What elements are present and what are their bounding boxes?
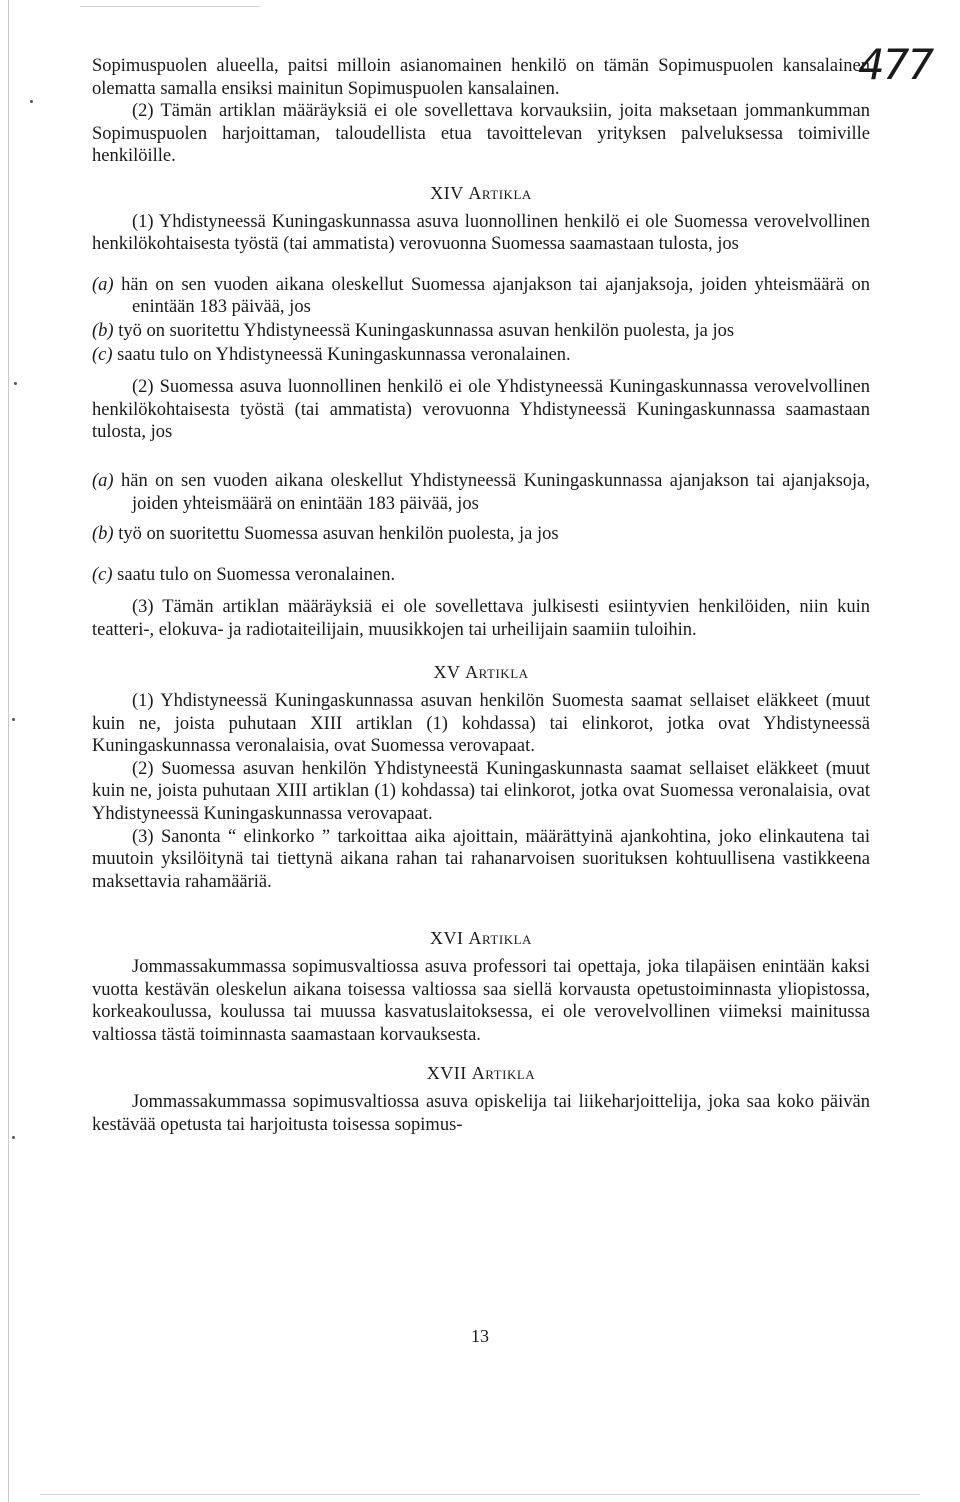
page-number: 13 — [471, 1326, 489, 1346]
handwritten-page-number: 477 — [858, 40, 933, 89]
list-item — [92, 274, 870, 319]
item-text: saatu tulo on Suomessa veronalainen. — [117, 564, 396, 585]
article-word: Artikla — [468, 928, 532, 949]
article-word: Artikla — [471, 1063, 536, 1084]
item-text: työ on suoritettu Suomessa asuvan henkilön puolesta, ja jos — [118, 524, 559, 545]
article-number: XIV — [430, 182, 464, 203]
item-label: (c) — [92, 344, 113, 365]
article-number: XVII — [426, 1063, 467, 1084]
list-item — [92, 564, 870, 587]
document-body — [92, 55, 870, 1136]
item-label: (a) — [92, 470, 114, 491]
list-item — [92, 320, 870, 343]
article-heading — [92, 182, 870, 205]
paragraph: (3) Tämän artiklan määräyksiä ei ole sovellettava julkisesti esiintyvien henkilöiden, niin kuin teatteri-, elokuva- ja radiotaiteilijain, muusikkojen tai urheilijain saamiin tuloihin. — [92, 597, 870, 640]
paragraph: Sopimuspuolen alueella, paitsi milloin asianomainen henkilö on tämän Sopimuspuolen kansalainen olematta samalla ensiksi mainitun Sopimuspuolen kansalainen. — [92, 56, 870, 99]
paragraph: (2) Suomessa asuvan henkilön Yhdistyneestä Kuningaskunnasta saamat sellaiset eläkkeet (muut kuin ne, joista puhutaan XIII artiklan (1) kohdassa) tai elinkorot, jotka ovat Suomessa veronalaisia, ovat Yhdistyneessä Kuningaskunnassa verovapaat. — [92, 758, 870, 825]
item-label: (a) — [92, 274, 114, 295]
scan-speck — [14, 382, 17, 385]
item-text: työ on suoritettu Yhdistyneessä Kuningaskunnassa asuvan henkilön puolesta, ja jos — [118, 320, 735, 341]
paragraph: (2) Suomessa asuva luonnollinen henkilö ei ole Yhdistyneessä Kuningaskunnassa verovelvollinen henkilökohtaisesta työstä (tai ammatista) verovuonna Yhdistyneessä Kuningaskunnassa saamastaan tulosta, jos — [92, 377, 870, 443]
article-number: XV — [433, 662, 461, 683]
condition-list — [92, 274, 870, 366]
item-text: hän on sen vuoden aikana oleskellut Suomessa ajanjakson tai ajanjaksoja, joiden yhteismäärä on enintään 183 päivää, jos — [121, 274, 870, 318]
scan-speck — [12, 1136, 15, 1139]
scan-edge-top — [80, 6, 260, 7]
article-heading — [92, 1062, 870, 1085]
paragraph: (1) Yhdistyneessä Kuningaskunnassa asuvan henkilön Suomesta saamat sellaiset eläkkeet (muut kuin ne, joista puhutaan XIII artiklan (1) kohdassa) tai elinkorot, jotka ovat Yhdistyneessä Kuningaskunnassa veronalaisia, ovat Suomessa verovapaat. — [92, 691, 870, 757]
item-label: (c) — [92, 564, 113, 585]
item-label: (b) — [92, 524, 114, 545]
condition-list — [92, 470, 870, 586]
item-label: (b) — [92, 320, 114, 341]
article-word: Artikla — [465, 662, 529, 683]
article-heading — [92, 661, 870, 684]
list-item — [92, 523, 870, 546]
item-text: saatu tulo on Yhdistyneessä Kuningaskunnassa veronalainen. — [117, 344, 571, 365]
list-item — [92, 470, 870, 515]
article-number: XVI — [430, 928, 464, 949]
list-item — [92, 344, 870, 367]
paragraph: Jommassakummassa sopimusvaltiossa asuva opiskelija tai liikeharjoittelija, joka saa koko päivän kestävää opetusta tai harjoitusta toisessa sopimus- — [92, 1091, 870, 1135]
scan-edge-left — [8, 0, 9, 1502]
paragraph: (3) Sanonta “ elinkorko ” tarkoittaa aika ajoittain, määrättyinä ajankohtina, joko elinkautena tai muutoin yksilöitynä tai tiettynä aikana rahan tai rahanarvoisen suorituksen kohtuullisena vastikkeena maksettavia rahamääriä. — [92, 826, 870, 892]
scan-speck — [12, 718, 15, 721]
paragraph: (2) Tämän artiklan määräyksiä ei ole sovellettava korvauksiin, joita maksetaan jommankumman Sopimuspuolen harjoittaman, taloudellista etua tavoittelevan yrityksen palveluksessa toimiville henkilöille. — [92, 101, 870, 167]
article-word: Artikla — [468, 182, 532, 203]
item-text: hän on sen vuoden aikana oleskellut Yhdistyneessä Kuningaskunnassa ajanjakson tai ajanjaksoja, joiden yhteismäärä on enintään 183 päivää, jos — [121, 470, 871, 514]
article-heading — [92, 927, 870, 950]
scan-edge-bottom — [40, 1494, 920, 1495]
scan-speck — [30, 100, 33, 103]
paragraph: Jommassakummassa sopimusvaltiossa asuva professori tai opettaja, joka tilapäisen enintään kaksi vuotta kestävän oleskelun aikana toisessa valtiossa saa siellä korvausta opetustoiminnasta yliopistossa, korkeakoulussa, koulussa tai muussa kasvatuslaitoksessa, ei ole verovelvollinen viimeksi mainitussa valtiossa tästä toiminnasta saamastaan korvauksesta. — [92, 957, 870, 1045]
paragraph: (1) Yhdistyneessä Kuningaskunnassa asuva luonnollinen henkilö ei ole Suomessa verovelvollinen henkilökohtaisesta työstä (tai ammatista) verovuonna Suomessa saamastaan tulosta, jos — [92, 211, 870, 255]
